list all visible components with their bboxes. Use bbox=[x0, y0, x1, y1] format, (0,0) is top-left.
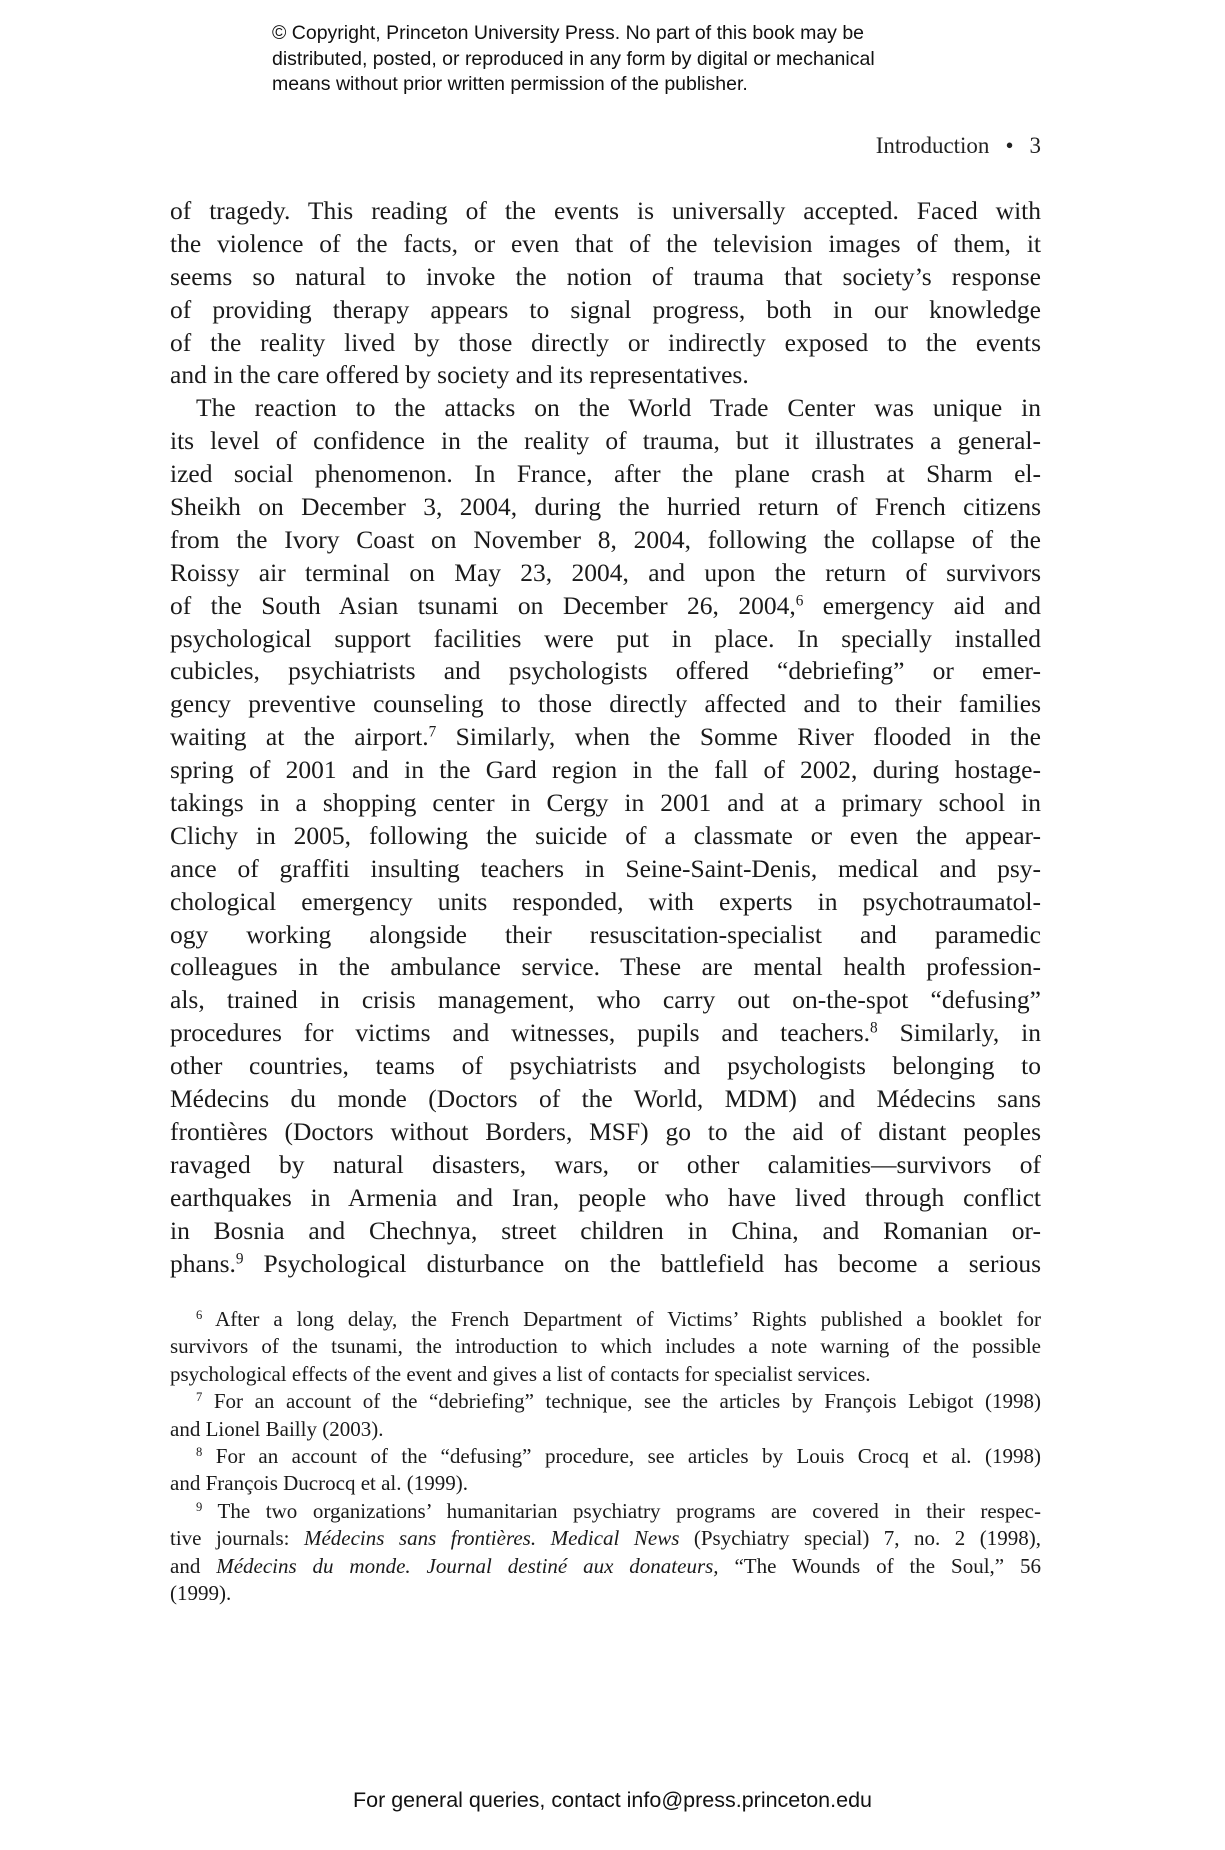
body-line bbox=[170, 425, 1041, 458]
body-line bbox=[170, 787, 1041, 820]
footnote-line bbox=[170, 1525, 1041, 1552]
text-run: The two organizations’ humanitarian psychiatry programs are covered in their respec- bbox=[202, 1498, 1041, 1523]
footnotes bbox=[170, 1306, 1041, 1607]
footnote-marker: 8 bbox=[870, 1019, 878, 1037]
text-run: frontières (Doctors without Borders, MSF) go to the aid of distant peoples bbox=[170, 1116, 1041, 1146]
italic-title: Médecins sans frontières. Medical News bbox=[303, 1526, 680, 1551]
body-line bbox=[170, 491, 1041, 524]
body-line bbox=[170, 951, 1041, 984]
body-line bbox=[170, 886, 1041, 919]
body-line bbox=[170, 820, 1041, 853]
text-run: and Lionel Bailly (2003). bbox=[170, 1416, 384, 1441]
body-line bbox=[170, 590, 1041, 623]
text-run: (Psychiatry special) 7, no. 2 (1998), bbox=[679, 1526, 1041, 1551]
text-run: of tragedy. This reading of the events is universally accepted. Faced with bbox=[170, 196, 1041, 225]
footnote-line bbox=[170, 1553, 1041, 1580]
body-line bbox=[170, 359, 1041, 392]
footnote-line bbox=[170, 1333, 1041, 1360]
footnote-line bbox=[170, 1470, 1041, 1497]
copyright-line: © Copyright, Princeton University Press. No part of this book may be bbox=[272, 22, 865, 44]
text-run: and François Ducrocq et al. (1999). bbox=[170, 1471, 468, 1496]
body-line bbox=[170, 261, 1041, 294]
body-line bbox=[170, 1182, 1041, 1215]
text-run: For an account of the “defusing” procedure, see articles by Louis Crocq et al. (1998) bbox=[202, 1443, 1041, 1468]
text-run: ized social phenomenon. In France, after the plane crash at Sharm el- bbox=[170, 459, 1041, 489]
text-run: ogy working alongside their resuscitation-specialist and paramedic bbox=[170, 919, 1041, 949]
body-line bbox=[170, 392, 1041, 425]
body-line bbox=[170, 294, 1041, 327]
running-head-section: Introduction bbox=[875, 133, 990, 158]
body-line bbox=[170, 1215, 1041, 1248]
text-run: of the South Asian tsunami on December 26, 2004, bbox=[170, 590, 796, 620]
copyright-line: distributed, posted, or reproduced in any form by digital or mechanical bbox=[272, 47, 875, 70]
body-text bbox=[170, 195, 1041, 1280]
text-run: psychological effects of the event and gives a list of contacts for specialist services. bbox=[170, 1361, 871, 1386]
text-run: ravaged by natural disasters, wars, or other calamities—survivors of bbox=[170, 1149, 1041, 1179]
text-run: tive journals: bbox=[170, 1526, 304, 1551]
text-run: After a long delay, the French Department of Victims’ Rights published a booklet for bbox=[202, 1307, 1041, 1331]
footnote-line bbox=[170, 1580, 1041, 1607]
text-run: survivors of the tsunami, the introduction to which includes a note warning of the possible bbox=[170, 1334, 1041, 1359]
text-run: phans. bbox=[170, 1248, 236, 1278]
body-line bbox=[170, 524, 1041, 557]
text-run: of providing therapy appears to signal progress, both in our knowledge bbox=[170, 294, 1041, 324]
running-head bbox=[876, 131, 1041, 161]
footnote-line bbox=[170, 1443, 1041, 1470]
body-line bbox=[170, 458, 1041, 491]
body-line bbox=[170, 853, 1041, 886]
footnote-line bbox=[170, 1416, 1041, 1443]
body-line bbox=[170, 655, 1041, 688]
footnote-line bbox=[170, 1306, 1041, 1333]
footnote-marker: 7 bbox=[428, 723, 437, 741]
body-line bbox=[170, 919, 1041, 952]
footnote-line bbox=[170, 1388, 1041, 1415]
text-run: psychological support facilities were put in place. In specially installed bbox=[170, 623, 1041, 653]
text-run: waiting at the airport. bbox=[170, 722, 429, 752]
text-run: procedures for victims and witnesses, pupils and teachers. bbox=[170, 1018, 871, 1048]
text-run: of the reality lived by those directly or indirectly exposed to the events bbox=[170, 327, 1041, 357]
text-run: spring of 2001 and in the Gard region in the fall of 2002, during hostage- bbox=[170, 755, 1041, 785]
footnote-line bbox=[170, 1361, 1041, 1388]
text-run: from the Ivory Coast on November 8, 2004, following the collapse of the bbox=[170, 524, 1041, 554]
text-run: the violence of the facts, or even that of the television images of them, it bbox=[170, 228, 1041, 258]
text-run: in Bosnia and Chechnya, street children in China, and Romanian or- bbox=[170, 1215, 1041, 1245]
text-run: “The Wounds of the Soul,” 56 bbox=[718, 1553, 1041, 1578]
text-run: The reaction to the attacks on the World Trade Center was unique in bbox=[196, 393, 1041, 423]
text-run: other countries, teams of psychiatrists and psychologists belonging to bbox=[170, 1051, 1041, 1081]
body-line bbox=[170, 557, 1041, 590]
text-run: Roissy air terminal on May 23, 2004, and upon the return of survivors bbox=[170, 557, 1041, 587]
text-run: Psychological disturbance on the battlefield has become a serious bbox=[243, 1248, 1041, 1278]
running-head-separator: • bbox=[1005, 133, 1014, 158]
body-line bbox=[170, 1248, 1041, 1281]
text-run: its level of confidence in the reality of trauma, but it illustrates a general- bbox=[170, 426, 1041, 456]
body-line bbox=[170, 228, 1041, 261]
copyright-line: means without prior written permission of the publisher. bbox=[272, 73, 748, 96]
footnote-marker: 7 bbox=[196, 1390, 203, 1405]
text-run: seems so natural to invoke the notion of trauma that society’s response bbox=[170, 261, 1041, 291]
footnote-marker: 6 bbox=[795, 592, 804, 610]
text-run: takings in a shopping center in Cergy in 2001 and at a primary school in bbox=[170, 788, 1041, 818]
text-run: earthquakes in Armenia and Iran, people who have lived through conflict bbox=[170, 1182, 1041, 1212]
text-run: Similarly, when the Somme River flooded in the bbox=[436, 722, 1041, 752]
body-line bbox=[170, 688, 1041, 721]
text-run: and in the care offered by society and its representatives. bbox=[170, 360, 749, 390]
footnote-marker: 9 bbox=[196, 1499, 203, 1514]
text-run: cubicles, psychiatrists and psychologists offered “debriefing” or emer- bbox=[170, 656, 1041, 686]
page-number: 3 bbox=[1029, 133, 1041, 158]
copyright-notice bbox=[272, 21, 972, 98]
footer-contact: For general queries, contact info@press.princeton.edu bbox=[352, 1788, 872, 1812]
text-run: Médecins du monde (Doctors of the World, MDM) and Médecins sans bbox=[170, 1084, 1041, 1114]
body-line bbox=[170, 1083, 1041, 1116]
text-run: Clichy in 2005, following the suicide of a classmate or even the appear- bbox=[170, 820, 1041, 850]
text-run: Sheikh on December 3, 2004, during the hurried return of French citizens bbox=[170, 492, 1041, 522]
text-run: gency preventive counseling to those directly affected and to their families bbox=[170, 689, 1041, 719]
body-line bbox=[170, 623, 1041, 656]
body-line bbox=[170, 1050, 1041, 1083]
footnote-marker: 8 bbox=[196, 1445, 203, 1460]
body-line bbox=[170, 754, 1041, 787]
italic-title: Médecins du monde. Journal destiné aux donateurs, bbox=[216, 1553, 719, 1578]
text-run: (1999). bbox=[170, 1580, 232, 1605]
text-run: colleagues in the ambulance service. These are mental health profession- bbox=[170, 952, 1041, 982]
body-line bbox=[170, 1017, 1041, 1050]
text-run: emergency aid and bbox=[803, 590, 1042, 620]
text-run: For an account of the “debriefing” technique, see the articles by François Lebigot (1998) bbox=[202, 1389, 1041, 1414]
footnote-marker: 6 bbox=[196, 1308, 203, 1323]
body-line bbox=[170, 721, 1041, 754]
text-run: ance of graffiti insulting teachers in Seine-Saint-Denis, medical and psy- bbox=[170, 853, 1041, 883]
footnote-marker: 9 bbox=[235, 1250, 244, 1268]
text-run: chological emergency units responded, with experts in psychotraumatol- bbox=[170, 886, 1041, 916]
body-line bbox=[170, 984, 1041, 1017]
body-line bbox=[170, 195, 1041, 228]
body-line bbox=[170, 1116, 1041, 1149]
body-line bbox=[170, 327, 1041, 360]
body-line bbox=[170, 1149, 1041, 1182]
text-run: Similarly, in bbox=[877, 1018, 1041, 1048]
text-run: and bbox=[170, 1553, 217, 1578]
text-run: als, trained in crisis management, who carry out on-the-spot “defusing” bbox=[170, 985, 1041, 1015]
footnote-line bbox=[170, 1498, 1041, 1525]
